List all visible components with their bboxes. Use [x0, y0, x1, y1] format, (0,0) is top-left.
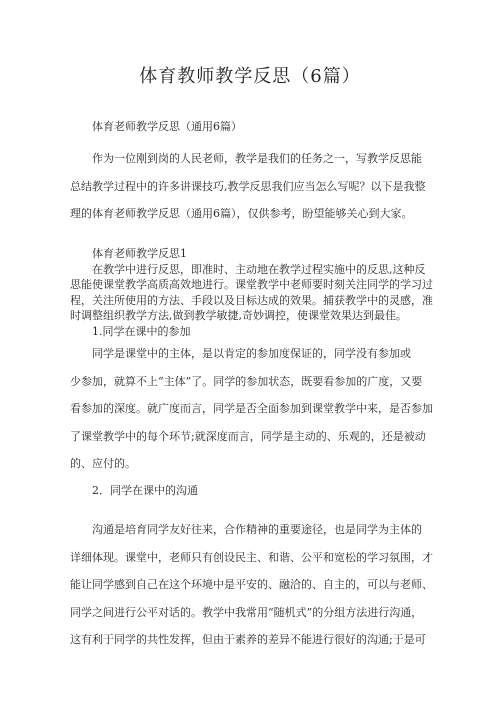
section1-line: 在教学中进行反思，即准时、主动地在教学过程实施中的反思,这种反	[92, 262, 426, 276]
section1-line: 思能使课堂教学高质高效地进行。课堂教学中老师要时刻关注同学的学习过	[70, 278, 433, 291]
point2-line: 详细体现。课堂中，老师只有创设民主、和谐、公平和宽松的学习氛围，才	[70, 550, 433, 564]
point2-paragraph	[70, 516, 432, 654]
point1-line: 同学是课堂中的主体，是以肯定的参加度保证的，同学没有参加或	[92, 347, 411, 360]
document-subtitle	[70, 117, 432, 137]
intro-line: 总结教学过程中的许多讲课技巧,教学反思我们应当怎么写呢？以下是我整	[70, 179, 426, 193]
intro-line: 作为一位刚到岗的人民老师，教学是我们的任务之一，写教学反思能	[92, 152, 422, 165]
point1-line: 的、应付的。	[70, 457, 136, 470]
section1-line: 时调整组织教学方法,做到教学敏捷,奇妙调控，使课堂效果达到最佳。	[70, 309, 407, 322]
point1-paragraph	[70, 340, 432, 478]
section1-block	[70, 246, 432, 339]
point2-line: 能让同学感到自己在这个环境中是平安的、融洽的、自主的，可以与老师、	[70, 578, 433, 591]
subtitle-text: 体育老师教学反思（通用6篇）	[92, 120, 242, 133]
section1-line: 程，关注所使用的方法、手段以及目标达成的效果。捕获教学中的灵感，准	[70, 293, 433, 307]
point2-line: 沟通是培育同学友好往来，合作精神的重要途径，也是同学为主体的	[92, 523, 422, 536]
point1-line: 少参加，就算不上“主体”了。同学的参加状态，既要看参加的广度，又要	[70, 374, 423, 388]
point1-line: 看参加的深度。就广度而言，同学是否全面参加到课堂教学中来，是否参加	[70, 402, 433, 415]
point2-heading-block	[70, 477, 432, 505]
document-title: 体育教师教学反思（6篇）	[139, 66, 361, 87]
intro-line: 理的体育老师教学反思（通用6篇），仅供参考，盼望能够关心到大家。	[70, 207, 413, 220]
point1-heading: 1.同学在课中的参加	[92, 324, 191, 338]
section1-heading: 体育老师教学反思1	[92, 247, 187, 260]
point2-line: 这有利于同学的共性发挥，但由于素养的差异不能进行很好的沟通;于是可	[70, 633, 426, 646]
point2-line: 同学之间进行公平对话的。教学中我常用“随机式”的分组方法进行沟通，	[70, 605, 423, 619]
point2-heading: 2．同学在课中的沟通	[92, 484, 198, 497]
point1-line: 了课堂教学中的每个环节;就深度而言，同学是主动的、乐观的，还是被动	[70, 429, 426, 443]
intro-paragraph	[70, 145, 432, 228]
